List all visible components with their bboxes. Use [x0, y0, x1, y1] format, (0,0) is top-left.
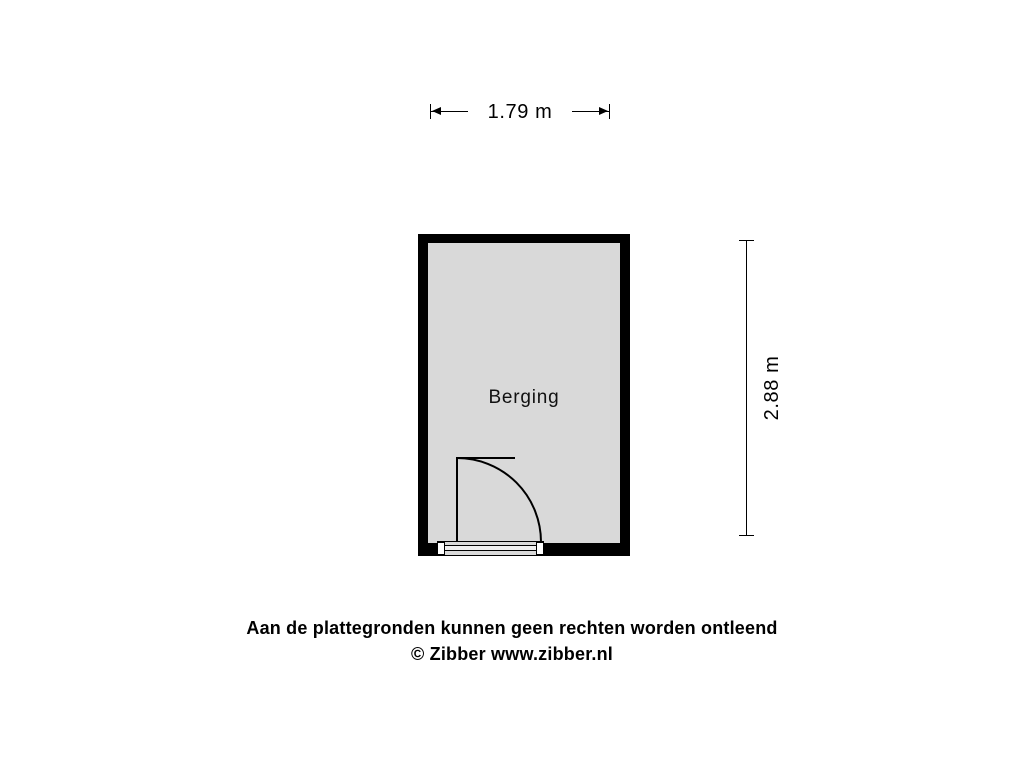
dimension-height-label: 2.88 m — [760, 355, 783, 421]
door-threshold — [445, 542, 536, 555]
door-swing-icon — [455, 456, 543, 544]
footer-disclaimer: Aan de plattegronden kunnen geen rechten worden ontleend — [246, 618, 778, 638]
dimension-height — [726, 232, 783, 544]
dimension-height-line — [746, 240, 747, 536]
room-label: Berging — [488, 387, 560, 408]
footer-copyright: © Zibber www.zibber.nl — [410, 644, 613, 664]
door-jamb-left — [437, 542, 445, 555]
door-opening — [437, 541, 544, 556]
dimension-width — [420, 98, 620, 126]
door-jamb-right — [536, 542, 544, 555]
dimension-width-label: 1.79 m — [487, 101, 553, 123]
dimension-height-cap-bottom — [739, 535, 754, 536]
footer — [0, 618, 1024, 665]
dimension-height-cap-top — [739, 240, 754, 241]
